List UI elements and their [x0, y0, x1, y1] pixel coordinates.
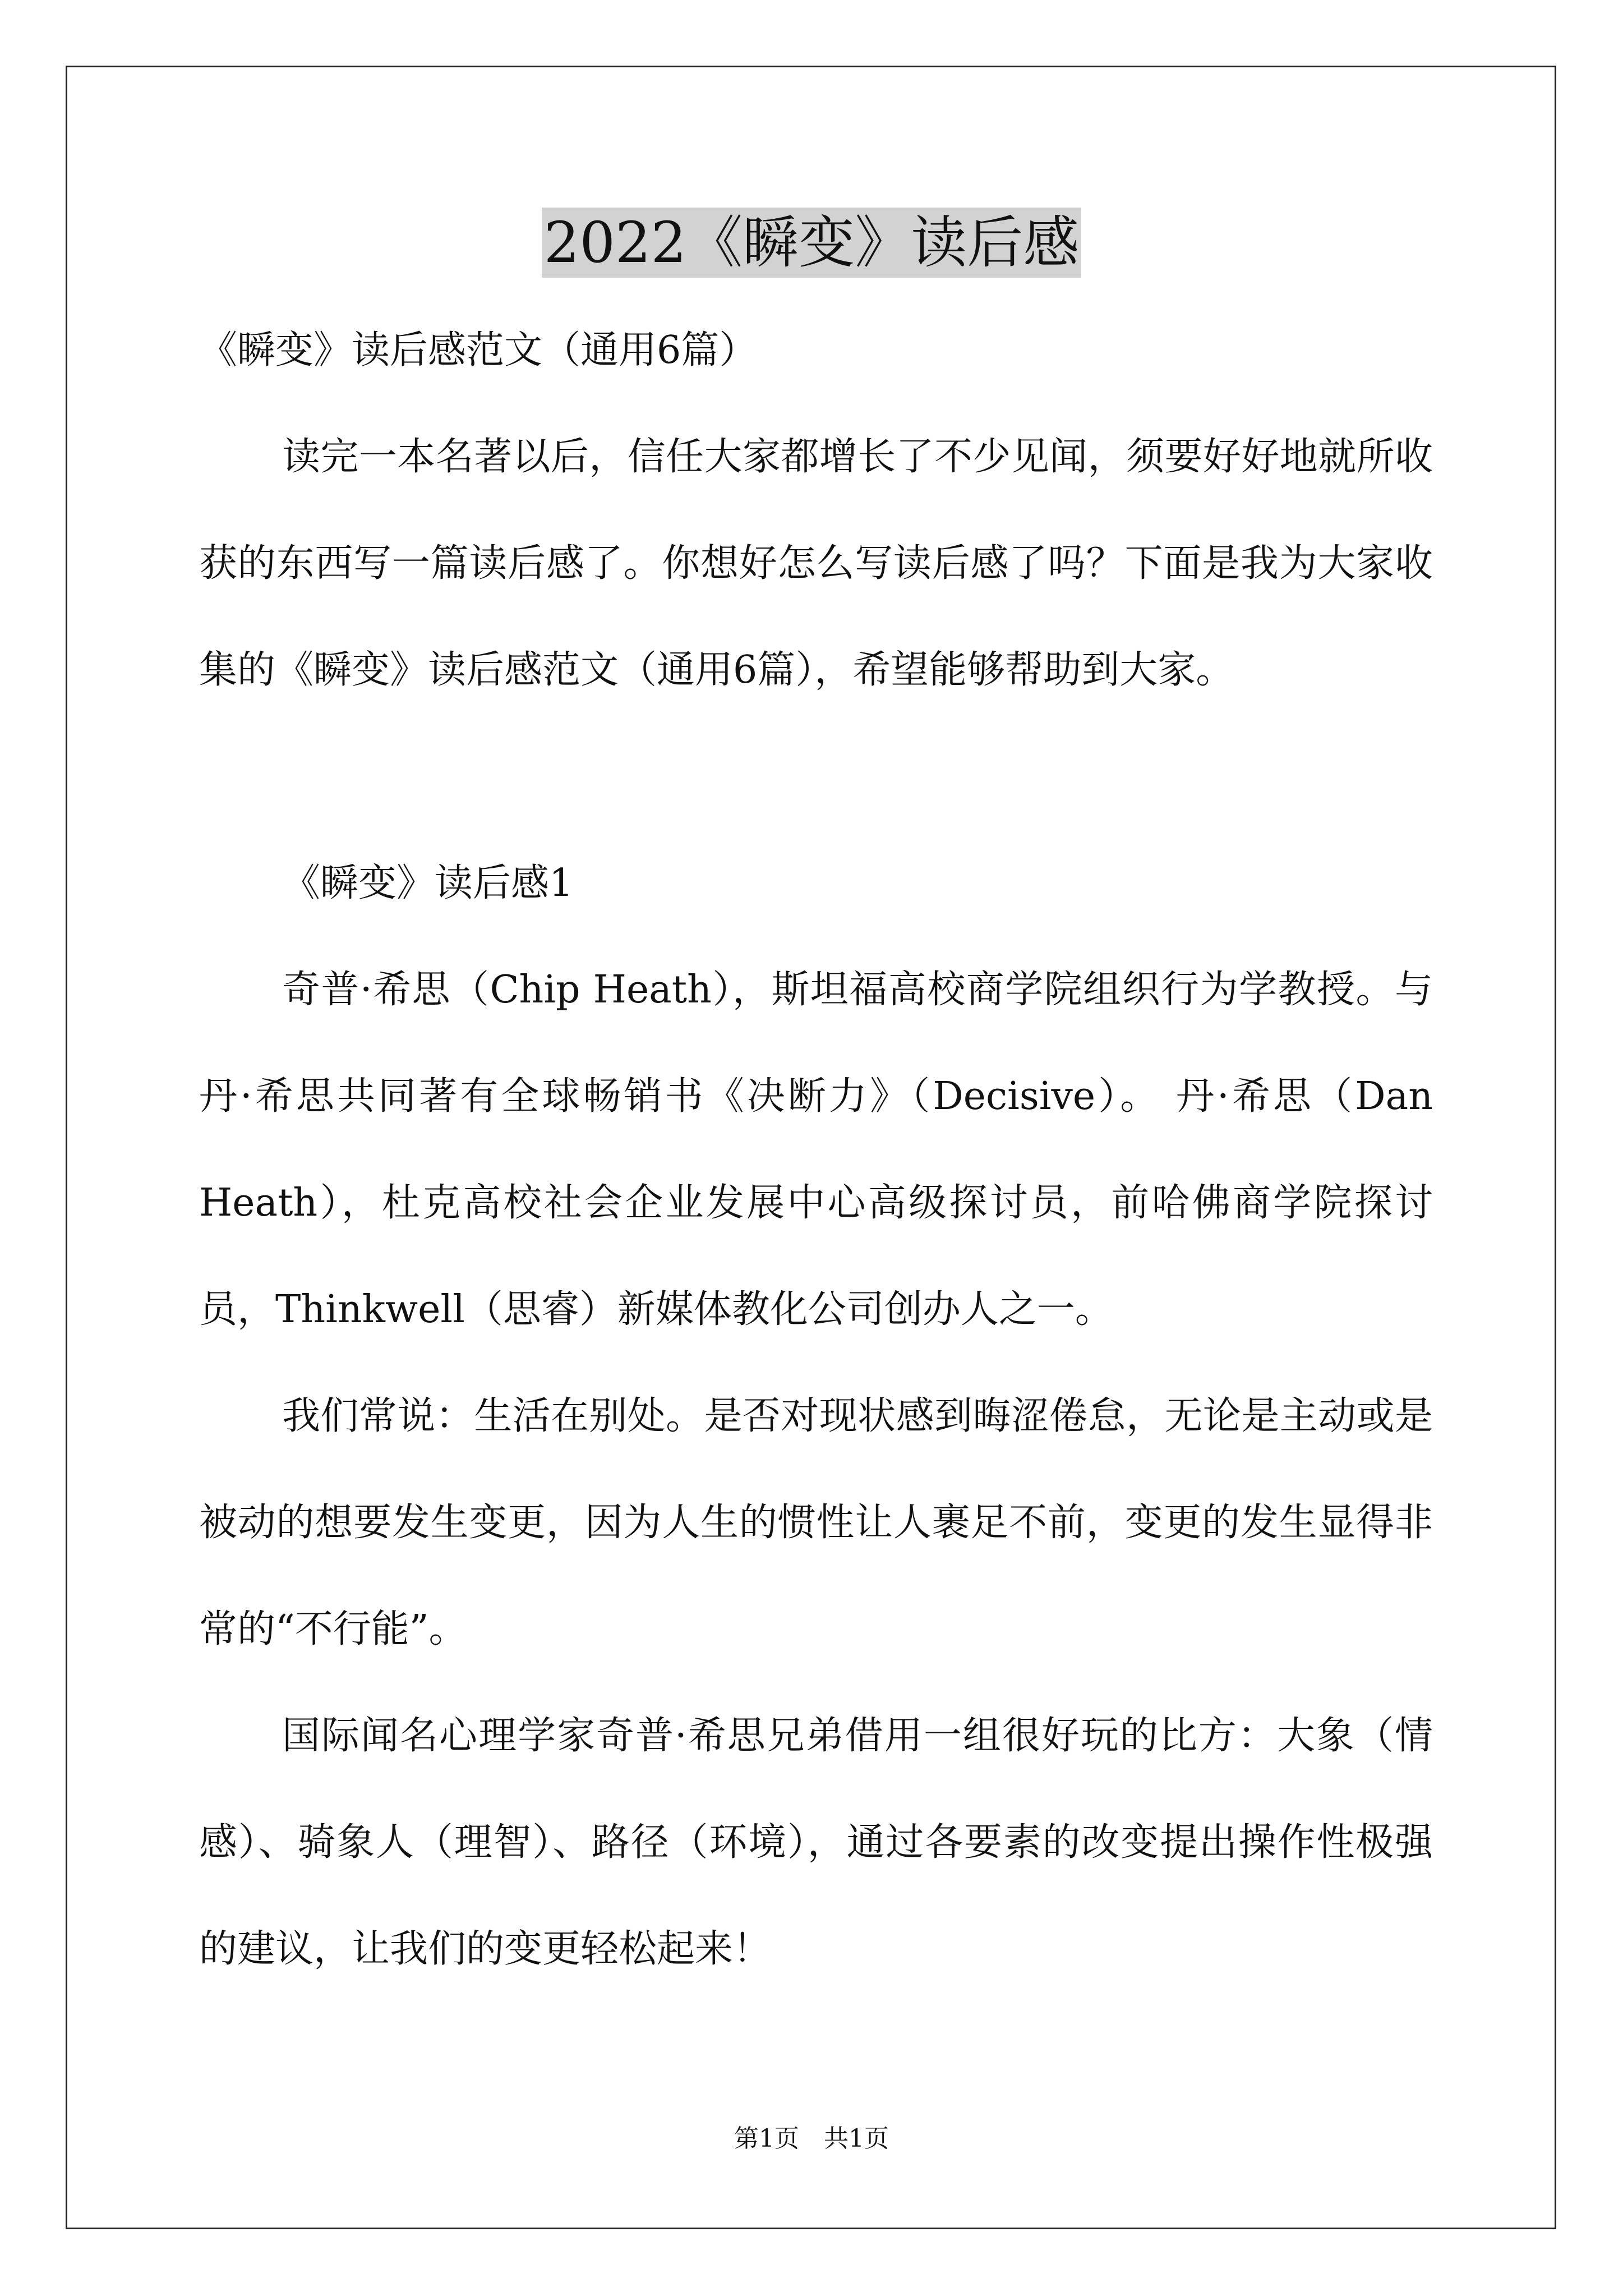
- body-paragraph-1: 奇普·希思（Chip Heath），斯坦福高校商学院组织行为学教授。与丹·希思共同著有全球畅销书《决断力》（Decisive）。 丹·希思（Dan Heath），杜克高校社会企业发展中心高级探讨员，前哈佛商学院探讨员，Thinkwell（思睿）新媒体教化公司创办人之一。: [199, 968, 1433, 1332]
- document-subtitle: 《瞬变》读后感范文（通用6篇）: [199, 328, 758, 372]
- section-spacer: [199, 724, 1433, 830]
- section-heading: 《瞬变》读后感1: [282, 861, 574, 905]
- document-body: [199, 297, 1433, 2003]
- document-title-text: 2022《瞬变》读后感: [542, 208, 1082, 278]
- intro-paragraph: 读完一本名著以后，信任大家都增长了不少见闻，须要好好地就所收获的东西写一篇读后感了。你想好怎么写读后感了吗？下面是我为大家收集的《瞬变》读后感范文（通用6篇），希望能够帮助到大家。: [199, 435, 1433, 692]
- body-paragraph-2: 我们常说：生活在别处。是否对现状感到晦涩倦怠，无论是主动或是被动的想要发生变更，因为人生的惯性让人裹足不前，变更的发生显得非常的“不行能”。: [199, 1394, 1433, 1651]
- page-footer: 第1页 共1页: [734, 2124, 889, 2153]
- document-title: [0, 206, 1623, 279]
- body-paragraph-3: 国际闻名心理学家奇普·希思兄弟借用一组很好玩的比方：大象（情感）、骑象人（理智）、路径（环境），通过各要素的改变提出操作性极强的建议，让我们的变更轻松起来！: [199, 1714, 1433, 1971]
